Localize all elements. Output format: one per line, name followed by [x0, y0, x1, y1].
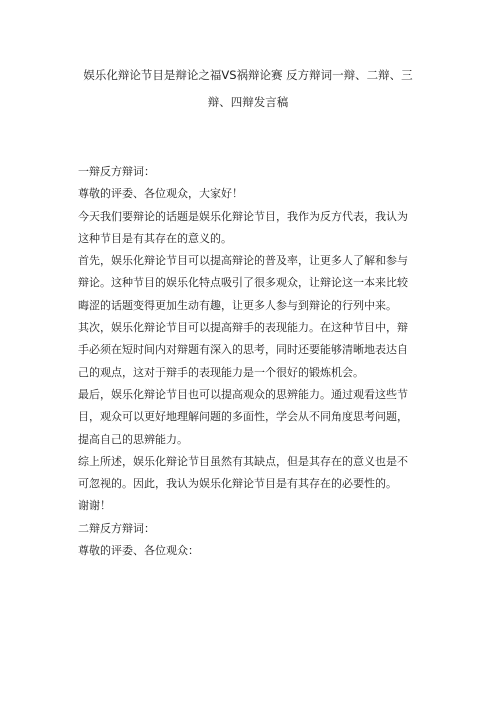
text-line: 今天我们要辩论的话题是娱乐化辩论节目，我作为反方代表，我认为: [78, 209, 408, 223]
section-heading: 二辩反方辩词：: [78, 521, 155, 535]
text-line: 首先，娱乐化辩论节目可以提高辩论的普及率，让更多人了解和参与: [78, 254, 408, 268]
text-line: 己的观点，这对于辩手的表现能力是一个很好的锻炼机会。: [78, 365, 364, 379]
text-line: 晦涩的话题变得更加生动有趣，让更多人参与到辩论的行列中来。: [78, 298, 397, 312]
text-line: 可忽视的。因此，我认为娱乐化辩论节目是有其存在的必要性的。: [78, 477, 397, 491]
text-line: 最后，娱乐化辩论节目也可以提高观众的思辨能力。通过观看这些节: [78, 387, 408, 401]
title-line: 辩、四辩发言稿: [207, 95, 289, 109]
text-line: 目，观众可以更好地理解问题的多面性，学会从不同角度思考问题，: [78, 410, 408, 424]
text-line: 手必须在短时间内对辩题有深入的思考，同时还要能够清晰地表达自: [78, 343, 408, 357]
text-line: 综上所述，娱乐化辩论节目虽然有其缺点，但是其存在的意义也是不: [78, 454, 408, 468]
closing-line: 谢谢！: [78, 499, 111, 513]
greeting: 尊敬的评委、各位观众：: [78, 544, 199, 558]
text-line: 这种节目是有其存在的意义的。: [78, 231, 232, 245]
text-line: 提高自己的思辨能力。: [78, 432, 188, 446]
document-title: [60, 62, 436, 116]
section-heading: 一辩反方辩词：: [78, 165, 155, 178]
greeting: 尊敬的评委、各位观众，大家好！: [78, 187, 243, 201]
text-line: 其次，娱乐化辩论节目可以提高辩手的表现能力。在这种节目中，辩: [78, 321, 408, 335]
text-line: 辩论。这种节目的娱乐化特点吸引了很多观众，让辩论这一本来比较: [78, 276, 408, 290]
document-body: [78, 161, 424, 562]
title-line: 娱乐化辩论节目是辩论之福VS祸辩论赛 反方辩词一辩、二辩、三: [83, 68, 413, 82]
